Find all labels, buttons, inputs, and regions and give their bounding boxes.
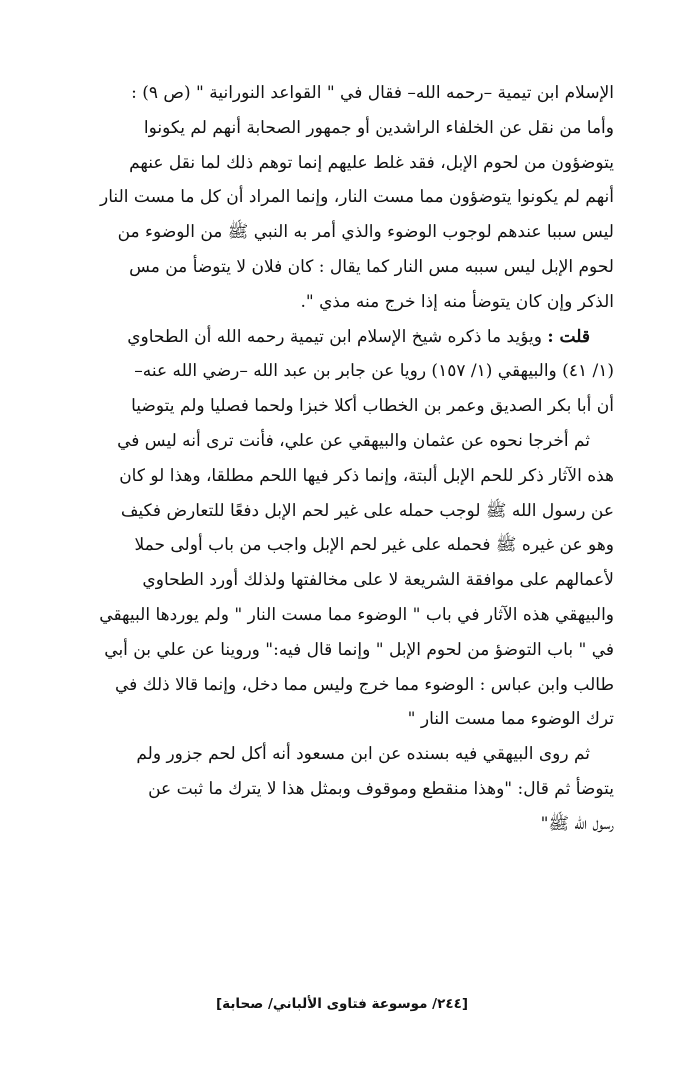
text-line-rest: ويؤيد ما ذكره شيخ الإسلام ابن تيمية رحمه الله أن الطحاوي [127,326,542,347]
text-line: يتوضأ ثم قال: "وهذا منقطع وموقوف وبمثل هذا لا يترك ما ثبت عن [148,778,614,799]
paragraph-3 [66,424,614,737]
text-line: وهو عن غيره ﷺ فحمله على غير لحم الإبل واجب من باب أولى حملا [134,535,614,556]
text-line: ترك الوضوء مما مست النار " [407,709,614,730]
text-line: أنهم لم يكونوا يتوضؤون مما مست النار، وإنما المراد أن كل ما مست النار [100,187,614,208]
text-line: لأعمالهم على موافقة الشريعة لا على مخالفتها ولذلك أورد الطحاوي [142,570,614,591]
text-line: (١/ ٤١) والبيهقي (١/ ١٥٧) رويا عن جابر بن عبد الله –رضي الله عنه– [134,361,614,382]
qult-lead: قلت : [547,326,590,347]
text-line: رسول الله ﷺ" [540,813,614,834]
paragraph-2 [66,320,614,424]
text-line: في " باب التوضؤ من لحوم الإبل " وإنما قال فيه:" وروينا عن علي بن أبي [104,639,614,660]
text-line: ثم روى البيهقي فيه بسنده عن ابن مسعود أنه أكل لحم جزور ولم [136,744,590,765]
text-line: عن رسول الله ﷺ لوجب حمله على غير لحم الإبل دفعًا للتعارض فكيف [120,500,614,521]
text-line: ليس سببا عندهم لوجوب الوضوء والذي أمر به النبي ﷺ من الوضوء من [117,222,614,243]
text-line: أن أبا بكر الصديق وعمر بن الخطاب أكلا خبزا ولحما فصليا ولم يتوضيا [131,396,614,417]
text-line: لحوم الإبل ليس سببه مس النار كما يقال : كان فلان لا يتوضأ من مس [129,256,614,277]
paragraph-1 [66,76,614,320]
text-line [66,320,614,355]
text-line: الإسلام ابن تيمية –رحمه الله– فقال في " القواعد النورانية " (ص ٩) : [131,83,614,103]
main-text [66,76,614,842]
text-line: ثم أخرجا نحوه عن عثمان والبيهقي عن علي، فأنت ترى أنه ليس في [117,430,590,451]
text-line: والبيهقي هذه الآثار في باب " الوضوء مما مست النار " ولم يوردها البيهقي [99,604,614,625]
page-footer: [٢٤٤/ موسوعة فتاوى الألباني/ صحابة] [215,996,469,1012]
text-line: هذه الآثار ذكر للحم الإبل ألبتة، وإنما ذكر فيها اللحم مطلقا، وهذا لو كان [119,465,614,486]
text-line: يتوضؤون من لحوم الإبل، فقد غلط عليهم إنما توهم ذلك لما نقل عنهم [129,152,614,173]
paragraph-4 [66,737,614,841]
text-line: طالب وابن عباس : الوضوء مما خرج وليس مما دخل، وإنما قالا ذلك في [114,674,614,695]
text-line: وأما من نقل عن الخلفاء الراشدين أو جمهور الصحابة أنهم لم يكونوا [143,117,614,138]
text-line: الذكر وإن كان يتوضأ منه إذا خرج منه مذي ". [300,291,614,312]
